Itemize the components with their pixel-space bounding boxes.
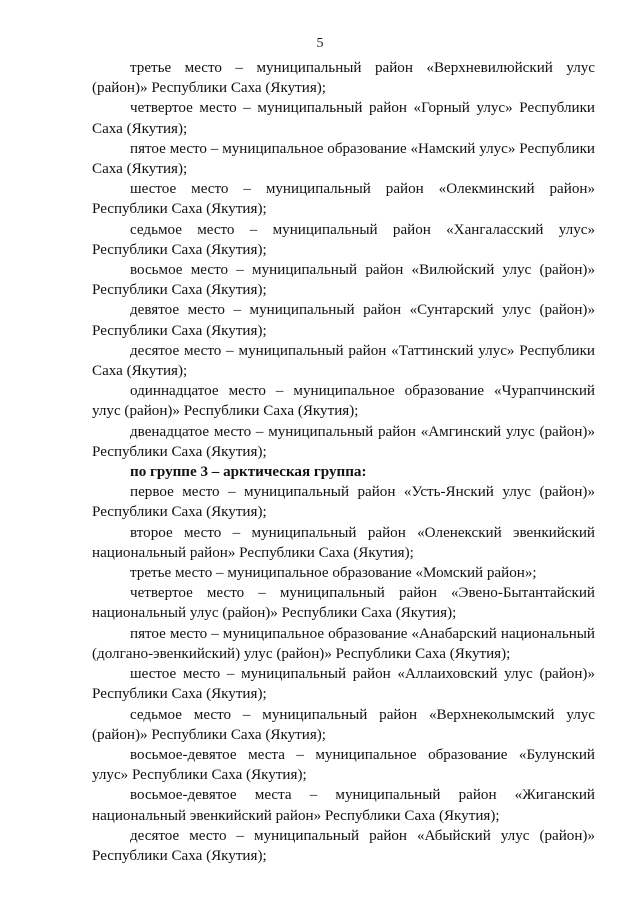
list-item	[92, 563, 595, 583]
paragraph-continuation-line: национальный район» Республики Саха (Якутия);	[92, 544, 414, 561]
paragraph-continuation-line: национальный улус (район)» Республики Саха (Якутия);	[92, 605, 457, 622]
paragraph-first-line: девятое место – муниципальный район «Сунтарский улус (район)»	[130, 302, 595, 319]
paragraph-first-line: шестое место – муниципальный район «Аллаиховский улус (район)»	[130, 666, 595, 683]
list-item	[92, 341, 595, 381]
paragraph-first-line: десятое место – муниципальный район «Таттинский улус» Республики	[130, 342, 595, 359]
paragraph-continuation-line: (долгано-эвенкийский) улус (район)» Республики Саха (Якутия);	[92, 645, 511, 662]
paragraph-continuation-line: национальный эвенкийский район» Республики Саха (Якутия);	[92, 807, 500, 824]
paragraph-first-line: первое место – муниципальный район «Усть-Янский улус (район)»	[130, 484, 595, 501]
paragraph-first-line: восьмое-девятое места – муниципальное образование «Булунский	[130, 746, 595, 763]
paragraph-first-line: шестое место – муниципальный район «Олекминский район»	[130, 181, 595, 198]
paragraph-continuation-line: Республики Саха (Якутия);	[92, 282, 267, 299]
paragraph-continuation-line: (район)» Республики Саха (Якутия);	[92, 726, 326, 743]
paragraph-continuation-line: Саха (Якутия);	[92, 363, 188, 380]
list-item	[92, 58, 595, 98]
paragraph-first-line: пятое место – муниципальное образование «Анабарский национальный	[130, 625, 595, 642]
paragraph-first-line: третье место – муниципальное образование «Момский район»;	[130, 565, 537, 582]
list-item	[92, 826, 595, 866]
paragraph-first-line: восьмое место – муниципальный район «Вилюйский улус (район)»	[130, 262, 595, 279]
list-item	[92, 705, 595, 745]
list-item	[92, 179, 595, 219]
document-body	[92, 58, 595, 866]
paragraph-continuation-line: Республики Саха (Якутия);	[92, 322, 267, 339]
paragraph-continuation-line: Саха (Якутия);	[92, 120, 188, 137]
paragraph-first-line: второе место – муниципальный район «Оленекский эвенкийский	[130, 524, 595, 541]
list-item	[92, 139, 595, 179]
list-item	[92, 300, 595, 340]
list-item	[92, 785, 595, 825]
list-item	[92, 98, 595, 138]
list-item	[92, 260, 595, 300]
paragraph-first-line: восьмое-девятое места – муниципальный район «Жиганский	[130, 787, 595, 804]
paragraph-continuation-line: Республики Саха (Якутия);	[92, 241, 267, 258]
list-item	[92, 381, 595, 421]
paragraph-continuation-line: Республики Саха (Якутия);	[92, 686, 267, 703]
paragraph-continuation-line: Республики Саха (Якутия);	[92, 201, 267, 218]
list-item	[92, 523, 595, 563]
paragraph-first-line: четвертое место – муниципальный район «Эвено-Бытантайский	[130, 585, 595, 602]
list-item	[92, 664, 595, 704]
paragraph-continuation-line: Республики Саха (Якутия);	[92, 504, 267, 521]
list-item	[92, 422, 595, 462]
paragraph-continuation-line: (район)» Республики Саха (Якутия);	[92, 80, 326, 97]
section-heading: по группе 3 – арктическая группа:	[130, 464, 367, 481]
paragraph-continuation-line: Саха (Якутия);	[92, 161, 188, 178]
paragraph-first-line: третье место – муниципальный район «Верхневилюйский улус	[130, 60, 595, 76]
paragraph-first-line: седьмое место – муниципальный район «Хангаласский улус»	[130, 221, 595, 238]
list-item	[92, 482, 595, 522]
paragraph-first-line: одиннадцатое место – муниципальное образование «Чурапчинский	[130, 383, 595, 400]
list-item	[92, 220, 595, 260]
paragraph-first-line: пятое место – муниципальное образование «Намский улус» Республики	[130, 140, 595, 157]
page-number: 5	[316, 36, 324, 51]
paragraph-first-line: десятое место – муниципальный район «Абыйский улус (район)»	[130, 827, 595, 844]
paragraph-continuation-line: улус (район)» Республики Саха (Якутия);	[92, 403, 359, 420]
paragraph-continuation-line: Республики Саха (Якутия);	[92, 443, 267, 460]
paragraph-continuation-line: улус» Республики Саха (Якутия);	[92, 767, 307, 784]
paragraph-continuation-line: Республики Саха (Якутия);	[92, 847, 267, 864]
paragraph-first-line: двенадцатое место – муниципальный район «Амгинский улус (район)»	[130, 423, 595, 440]
list-item	[92, 583, 595, 623]
list-item	[92, 745, 595, 785]
paragraph-first-line: четвертое место – муниципальный район «Горный улус» Республики	[130, 100, 595, 117]
paragraph-first-line: седьмое место – муниципальный район «Верхнеколымский улус	[130, 706, 595, 723]
list-item	[92, 624, 595, 664]
